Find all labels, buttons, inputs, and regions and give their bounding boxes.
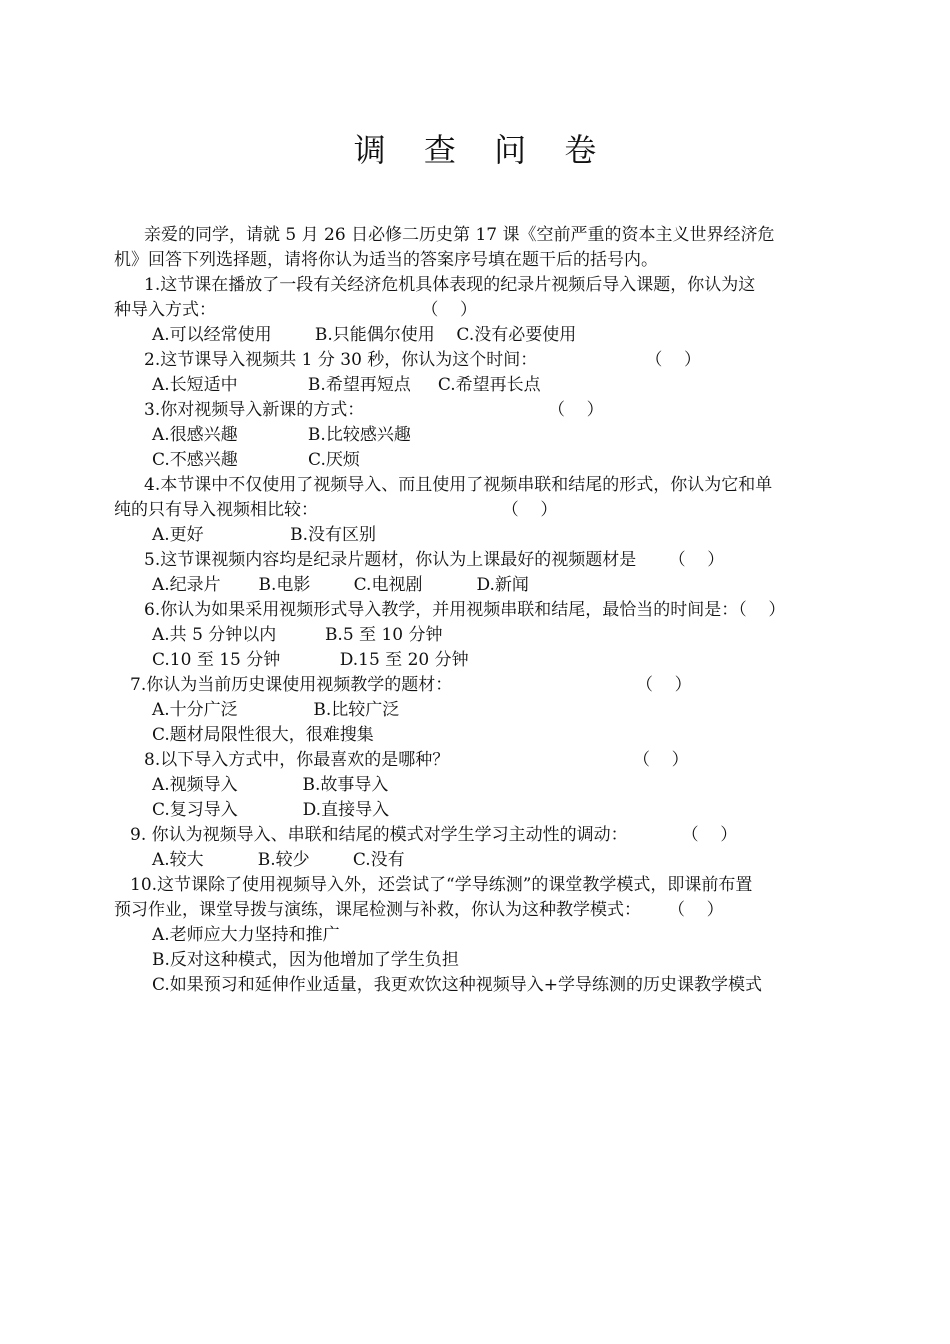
- question-5-options: A.纪录片 B.电影 C.电视剧 D.新闻: [152, 575, 529, 595]
- page-title: 调 查 问 卷: [353, 131, 611, 169]
- question-3: 3.你对视频导入新课的方式： （ ）: [144, 400, 604, 420]
- question-7: 7.你认为当前历史课使用视频教学的题材： （ ）: [130, 675, 692, 695]
- question-9: 9. 你认为视频导入、串联和结尾的模式对学生学习主动性的调动： （ ）: [130, 825, 738, 845]
- question-1-line-2: 种导入方式： （ ）: [114, 300, 477, 320]
- question-10-line-2: 预习作业，课堂导拨与演练，课尾检测与补救，你认为这种教学模式： （ ）: [114, 900, 724, 920]
- question-7-options-2: C.题材局限性很大，很难搜集: [152, 725, 374, 745]
- question-1-options: A.可以经常使用 B.只能偶尔使用 C.没有必要使用: [152, 325, 577, 345]
- question-7-options-1: A.十分广泛 B.比较广泛: [152, 700, 400, 720]
- question-10-option-a: A.老师应大力坚持和推广: [152, 925, 340, 945]
- intro-line-1: 亲爱的同学，请就 5 月 26 日必修二历史第 17 课《空前严重的资本主义世界经济危: [144, 225, 775, 245]
- question-6-options-1: A.共 5 分钟以内 B.5 至 10 分钟: [152, 625, 443, 645]
- question-2-options: A.长短适中 B.希望再短点 C.希望再长点: [152, 375, 541, 395]
- question-4-options: A.更好 B.没有区别: [152, 525, 377, 545]
- question-8: 8.以下导入方式中，你最喜欢的是哪种？ （ ）: [144, 750, 689, 770]
- question-1-line-1: 1.这节课在播放了一段有关经济危机具体表现的纪录片视频后导入课题，你认为这: [144, 275, 756, 295]
- question-3-options-1: A.很感兴趣 B.比较感兴趣: [152, 425, 411, 445]
- intro-line-2: 机》回答下列选择题，请将你认为适当的答案序号填在题干后的括号内。: [114, 250, 658, 270]
- question-3-options-2: C.不感兴趣 C.厌烦: [152, 450, 360, 470]
- question-4-line-2: 纯的只有导入视频相比较： （ ）: [114, 500, 558, 520]
- question-10-line-1: 10.这节课除了使用视频导入外，还尝试了“学导练测”的课堂教学模式，即课前布置: [130, 875, 753, 895]
- question-10-option-b: B.反对这种模式，因为他增加了学生负担: [152, 950, 459, 970]
- question-6: 6.你认为如果采用视频形式导入教学，并用视频串联和结尾，最恰当的时间是：（ ）: [144, 600, 786, 620]
- question-6-options-2: C.10 至 15 分钟 D.15 至 20 分钟: [152, 650, 469, 670]
- question-8-options-2: C.复习导入 D.直接导入: [152, 800, 390, 820]
- question-2: 2.这节课导入视频共 1 分 30 秒，你认为这个时间： （ ）: [144, 350, 701, 370]
- question-4-line-1: 4.本节课中不仅使用了视频导入、而且使用了视频串联和结尾的形式，你认为它和单: [144, 475, 773, 495]
- question-5: 5.这节课视频内容均是纪录片题材，你认为上课最好的视频题材是 （ ）: [144, 550, 725, 570]
- question-8-options-1: A.视频导入 B.故事导入: [152, 775, 389, 795]
- question-9-options: A.较大 B.较少 C.没有: [152, 850, 405, 870]
- question-10-option-c: C.如果预习和延伸作业适量，我更欢饮这种视频导入+学导练测的历史课教学模式: [152, 975, 763, 995]
